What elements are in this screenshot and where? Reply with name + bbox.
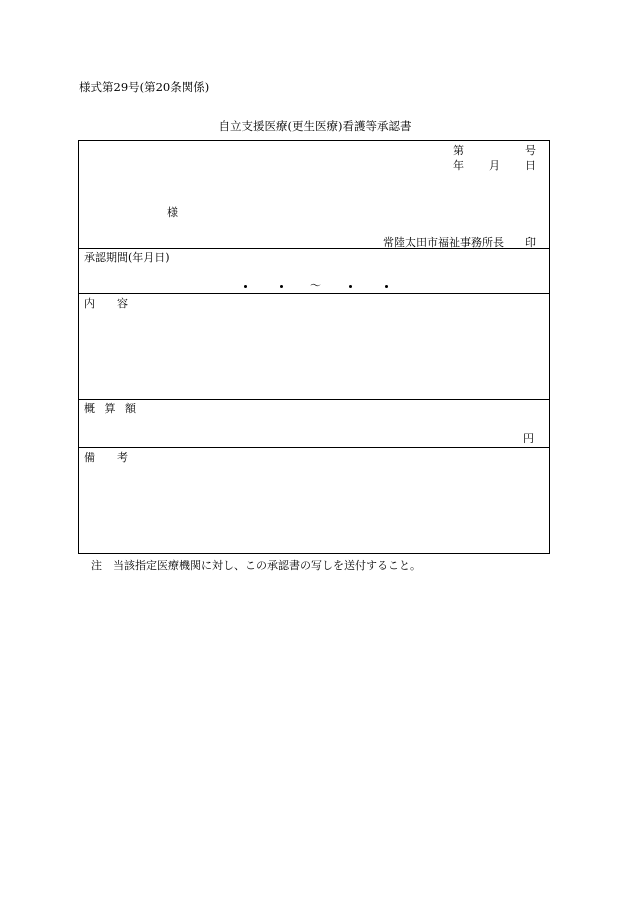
issuer-name: 常陸太田市福祉事務所長 xyxy=(383,236,504,249)
content-label: 内 容 xyxy=(84,297,128,310)
footnote: 注 当該指定医療機関に対し、この承認書の写しを送付すること。 xyxy=(91,559,421,572)
estimate-unit: 円 xyxy=(523,432,534,445)
period-label: 承認期間(年月日) xyxy=(84,251,170,264)
remarks-label: 備 考 xyxy=(84,451,128,464)
document-title: 自立支援医療(更生医療)看護等承認書 xyxy=(218,119,412,133)
date-month: 月 xyxy=(489,159,500,172)
period-dot xyxy=(349,285,352,288)
divider xyxy=(79,293,549,294)
approval-form xyxy=(78,140,550,554)
addressee-suffix: 様 xyxy=(167,206,178,219)
estimate-label: 概 算 額 xyxy=(84,402,139,415)
period-dot xyxy=(244,285,247,288)
period-separator: 〜 xyxy=(310,279,321,292)
number-prefix: 第 xyxy=(453,144,464,157)
number-suffix: 号 xyxy=(525,144,536,157)
date-day: 日 xyxy=(525,159,536,172)
divider xyxy=(79,399,549,400)
divider xyxy=(79,248,549,249)
period-dot xyxy=(280,285,283,288)
period-dot xyxy=(385,285,388,288)
form-number: 様式第29号(第20条関係) xyxy=(79,80,210,94)
seal-mark: 印 xyxy=(525,236,536,249)
divider xyxy=(79,447,549,448)
date-year: 年 xyxy=(453,159,464,172)
